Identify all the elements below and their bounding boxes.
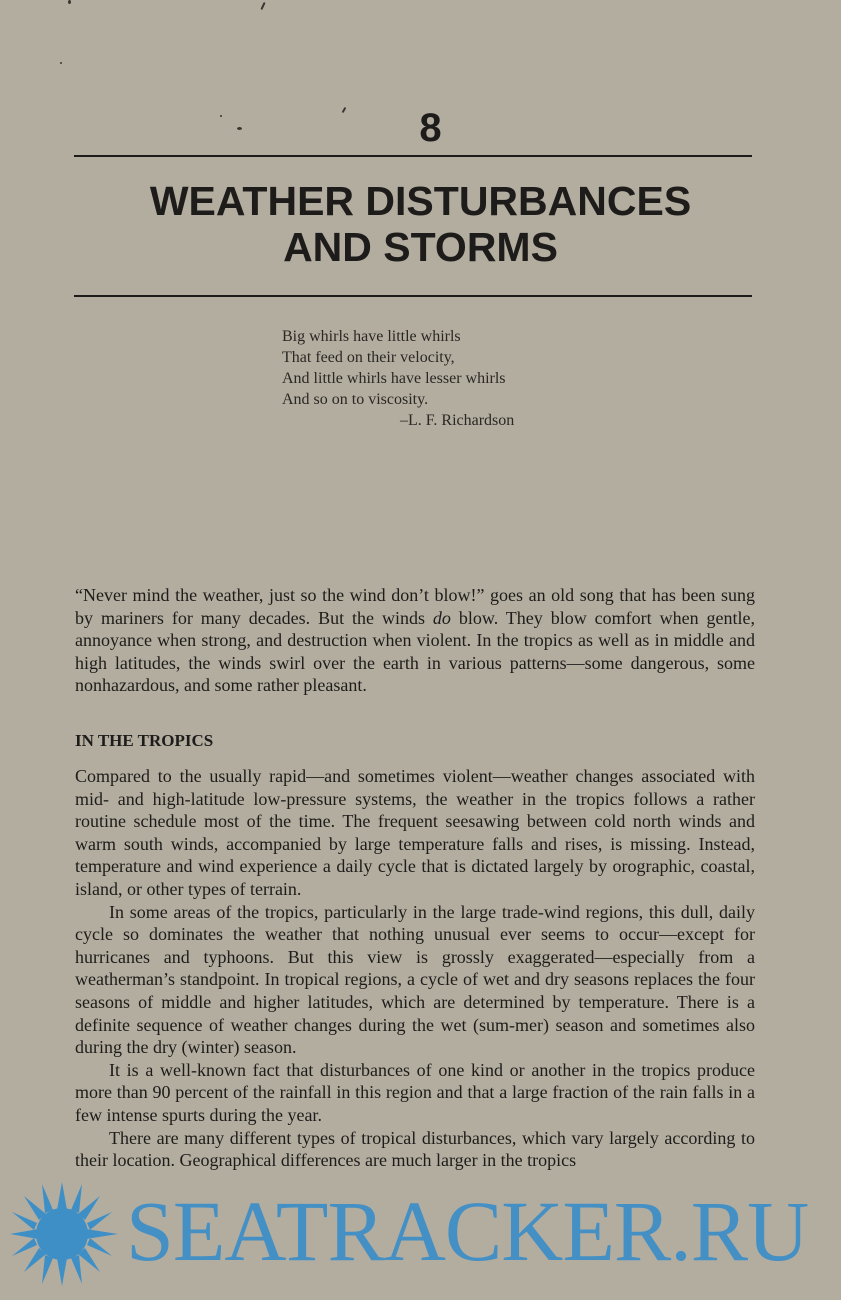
section-heading: IN THE TROPICS xyxy=(75,731,214,750)
epigraph-line: Big whirls have little whirls xyxy=(282,328,461,345)
intro-text-end: blow. They blow comfort when gentle, annoyance when strong, and destruction when violent. In the tropics as well as in middle and high latitudes, the winds swirl over the earth in various patterns—some dangerous, some nonhazardous, and some rather pleasant. xyxy=(75,607,755,696)
body-paragraph: In some areas of the tropics, particularly in the large trade-wind regions, this dull, daily cycle so dominates the weather that nothing unusual ever seems to occur—except for hurricanes and typhoons. But this view is grossly exaggerated—especially from a weatherman’s standpoint. In tropical regions, a cycle of wet and dry seasons replaces the four seasons of middle and higher latitudes, which are determined by temperature. There is a definite sequence of weather changes during the wet (sum-mer) season and sometimes also during the dry (winter) season. xyxy=(75,901,755,1058)
intro-paragraph xyxy=(75,584,755,697)
body-paragraph: It is a well-known fact that disturbances of one kind or another in the tropics produce more than 90 percent of the rainfall in this region and that a large fraction of the rain falls in a few intense spurts during the year. xyxy=(75,1059,755,1125)
sun-logo-icon xyxy=(0,1176,130,1286)
chapter-title xyxy=(0,178,841,270)
chapter-title-line-1: WEATHER DISTURBANCES xyxy=(149,178,692,224)
epigraph-line: And so on to viscosity. xyxy=(282,391,429,408)
body-paragraph: Compared to the usually rapid—and sometimes violent—weather changes associated with mid- and high-latitude low-pressure systems, the weather in the tropics follows a rather routine schedule most of the time. The frequent seesawing between cold north winds and warm south winds, accompanied by large temperature falls and rises, is missing. Instead, temperature and wind experience a daily cycle that is dictated largely by orographic, coastal, island, or other types of terrain. xyxy=(75,766,755,899)
intro-emphasis: do xyxy=(432,607,451,628)
epigraph-line: And little whirls have lesser whirls xyxy=(282,370,506,387)
chapter-title-line-2: AND STORMS xyxy=(283,224,558,270)
section-body xyxy=(75,765,755,1172)
chapter-number: 8 xyxy=(419,106,442,150)
epigraph-attribution: –L. F. Richardson xyxy=(400,412,515,429)
watermark-text: SEATRACKER.RU xyxy=(126,1183,809,1279)
body-paragraph: There are many different types of tropical disturbances, which vary largely according to their location. Geographical differences are much larger in the tropics xyxy=(75,1127,755,1171)
top-rule xyxy=(74,155,752,157)
bottom-rule xyxy=(74,295,752,297)
intro-text-start: “Never mind the weather, just so the wind don’t blow!” goes an old song that has been sung by mariners for many decades. But the winds xyxy=(75,585,755,628)
epigraph-line: That feed on their velocity, xyxy=(282,349,455,366)
epigraph xyxy=(282,326,582,431)
watermark xyxy=(0,1180,841,1280)
